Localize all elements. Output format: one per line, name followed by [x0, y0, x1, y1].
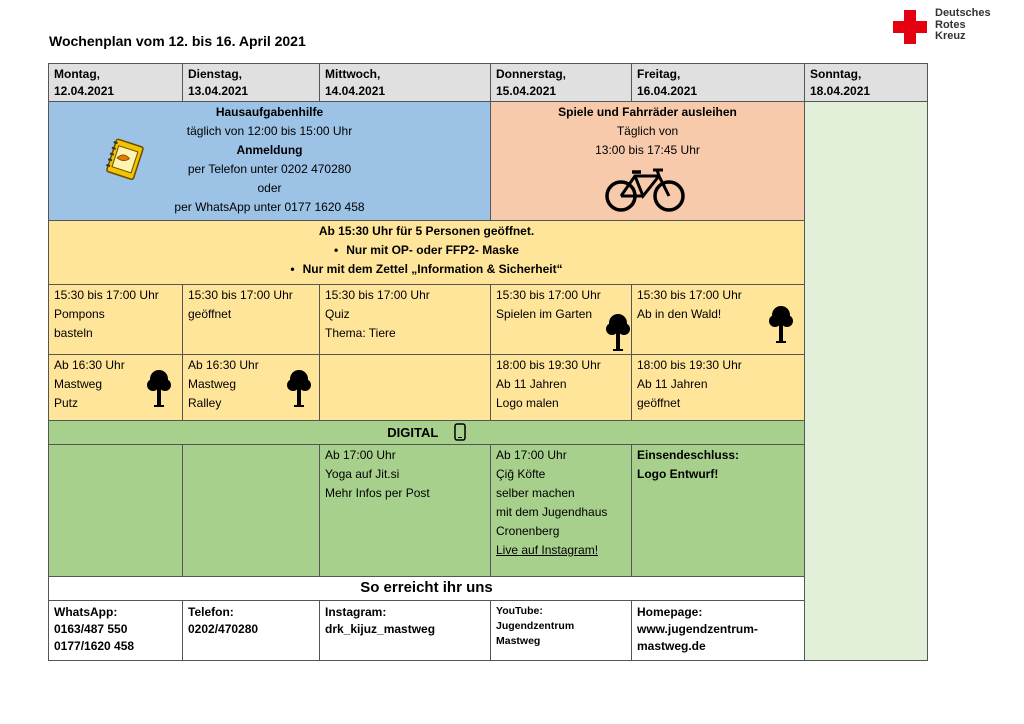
deadline-task: Logo Entwurf!: [637, 467, 719, 481]
header-friday: [632, 64, 805, 102]
activity: Thema: Tiere: [325, 326, 396, 340]
row1-friday: [632, 285, 805, 355]
contact-label: Telefon:: [188, 605, 234, 619]
time: 18:00 bis 19:30 Uhr: [496, 358, 601, 372]
contact-label: YouTube:: [496, 605, 543, 617]
activity: mit dem Jugendhaus: [496, 505, 608, 519]
logo-text: [935, 8, 991, 43]
games-line-1: Täglich von: [616, 124, 679, 138]
row2-tuesday: [183, 355, 320, 421]
games-line-2: 13:00 bis 17:45 Uhr: [595, 143, 700, 157]
tree-icon: [769, 305, 793, 343]
homepage-url[interactable]: www.jugendzentrum-: [637, 622, 758, 636]
youtube-channel[interactable]: Jugendzentrum: [496, 620, 575, 632]
instagram-handle[interactable]: drk_kijuz_mastweg: [325, 622, 436, 636]
day-name: Sonntag,: [810, 67, 862, 81]
day-date: 15.04.2021: [496, 84, 557, 98]
activity: Ab in den Wald!: [637, 307, 722, 321]
time: 15:30 bis 17:00 Uhr: [637, 288, 742, 302]
contact-label: Instagram:: [325, 605, 387, 619]
homework-title: Hausaufgabenhilfe: [215, 105, 324, 119]
day-date: 14.04.2021: [325, 84, 386, 98]
activity: Mehr Infos per Post: [325, 486, 430, 500]
logo-line-2: Rotes: [935, 18, 966, 31]
games-bikes-block: [491, 102, 805, 221]
day-date: 18.04.2021: [810, 84, 871, 98]
digital-monday: [49, 445, 183, 577]
contact-homepage: [632, 601, 805, 660]
day-date: 16.04.2021: [637, 84, 698, 98]
registration-or: oder: [257, 181, 282, 195]
day-date: 13.04.2021: [188, 84, 249, 98]
contact-label: WhatsApp:: [54, 605, 118, 619]
activity: Putz: [54, 396, 79, 410]
activity: Pompons: [54, 307, 105, 321]
row2-wednesday: [320, 355, 491, 421]
digital-friday: [632, 445, 805, 577]
digital-wednesday: [320, 445, 491, 577]
contact-youtube: [491, 601, 632, 660]
time: Ab 17:00 Uhr: [496, 448, 567, 462]
time: Ab 16:30 Uhr: [54, 358, 125, 372]
day-name: Freitag,: [637, 67, 681, 81]
activity: selber machen: [496, 486, 575, 500]
digital-thursday: [491, 445, 632, 577]
activity: Mastweg: [188, 377, 237, 391]
time: 15:30 bis 17:00 Uhr: [54, 288, 159, 302]
time: 15:30 bis 17:00 Uhr: [496, 288, 601, 302]
day-name: Dienstag,: [188, 67, 243, 81]
row1-monday: [49, 285, 183, 355]
activity: Çiğ Köfte: [496, 467, 546, 481]
time: 15:30 bis 17:00 Uhr: [325, 288, 430, 302]
row1-tuesday: [183, 285, 320, 355]
notice-bullet-2: • Nur mit dem Zettel „Information & Sicherheit“: [54, 260, 799, 279]
drk-logo: [893, 8, 1013, 48]
digital-header: [49, 421, 805, 445]
phone-number[interactable]: 0202/470280: [188, 622, 259, 636]
row1-thursday: [491, 285, 632, 355]
youtube-channel[interactable]: Mastweg: [496, 635, 541, 647]
activity: Mastweg: [54, 377, 103, 391]
day-name: Donnerstag,: [496, 67, 567, 81]
day-name: Montag,: [54, 67, 100, 81]
header-monday: [49, 64, 183, 102]
day-name: Mittwoch,: [325, 67, 381, 81]
activity: basteln: [54, 326, 93, 340]
red-cross-icon: [893, 10, 927, 44]
row2-thursday: [491, 355, 632, 421]
logo-line-1: Deutsches: [935, 7, 991, 19]
row2-friday: [632, 355, 805, 421]
notice-bullet-1: • Nur mit OP- oder FFP2- Maske: [54, 241, 799, 260]
contact-title: So erreicht ihr uns: [49, 577, 805, 601]
logo-line-3: Kreuz: [935, 30, 966, 42]
smartphone-icon: [454, 423, 466, 441]
activity: geöffnet: [637, 396, 681, 410]
instagram-live-link[interactable]: Live auf Instagram!: [496, 543, 599, 557]
time: Ab 16:30 Uhr: [188, 358, 259, 372]
deadline-label: Einsendeschluss:: [637, 448, 740, 462]
registration-title: Anmeldung: [236, 143, 303, 157]
registration-phone: per Telefon unter 0202 470280: [187, 162, 352, 176]
opening-notice: [49, 221, 805, 285]
notice-line-1: Ab 15:30 Uhr für 5 Personen geöffnet.: [318, 224, 535, 238]
activity: Ab 11 Jahren: [496, 377, 567, 391]
row1-wednesday: [320, 285, 491, 355]
activity: Spielen im Garten: [496, 307, 593, 321]
contact-whatsapp: [49, 601, 183, 660]
page-title: Wochenplan vom 12. bis 16. April 2021: [49, 33, 306, 49]
contact-telefon: [183, 601, 320, 660]
registration-whatsapp: per WhatsApp unter 0177 1620 458: [174, 200, 365, 214]
homepage-url[interactable]: mastweg.de: [637, 639, 706, 653]
activity: Cronenberg: [496, 524, 560, 538]
row2-monday: [49, 355, 183, 421]
notebook-icon: [101, 136, 147, 182]
activity: Yoga auf Jit.si: [325, 467, 400, 481]
homework-time: täglich von 12:00 bis 15:00 Uhr: [186, 124, 353, 138]
activity: Ab 11 Jahren: [637, 377, 708, 391]
digital-title: DIGITAL: [387, 425, 439, 440]
time: 18:00 bis 19:30 Uhr: [637, 358, 742, 372]
activity: Logo malen: [496, 396, 559, 410]
digital-tuesday: [183, 445, 320, 577]
activity: geöffnet: [188, 307, 232, 321]
weekly-plan-table: [48, 63, 928, 661]
homework-block: [49, 102, 491, 221]
tree-icon: [287, 369, 311, 407]
whatsapp-number-1[interactable]: 0163/487 550: [54, 622, 128, 636]
tree-icon: [147, 369, 171, 407]
day-date: 12.04.2021: [54, 84, 115, 98]
header-wednesday: [320, 64, 491, 102]
whatsapp-number-2[interactable]: 0177/1620 458: [54, 639, 135, 653]
activity: Ralley: [188, 396, 222, 410]
time: Ab 17:00 Uhr: [325, 448, 396, 462]
bicycle-icon: [603, 168, 687, 214]
contact-instagram: [320, 601, 491, 660]
games-title: Spiele und Fahrräder ausleihen: [558, 105, 737, 119]
contact-label: Homepage:: [637, 605, 703, 619]
header-tuesday: [183, 64, 320, 102]
time: 15:30 bis 17:00 Uhr: [188, 288, 293, 302]
header-sunday: [805, 64, 927, 102]
tree-icon: [606, 313, 630, 351]
sunday-column: [805, 102, 927, 660]
activity: Quiz: [325, 307, 350, 321]
header-thursday: [491, 64, 632, 102]
